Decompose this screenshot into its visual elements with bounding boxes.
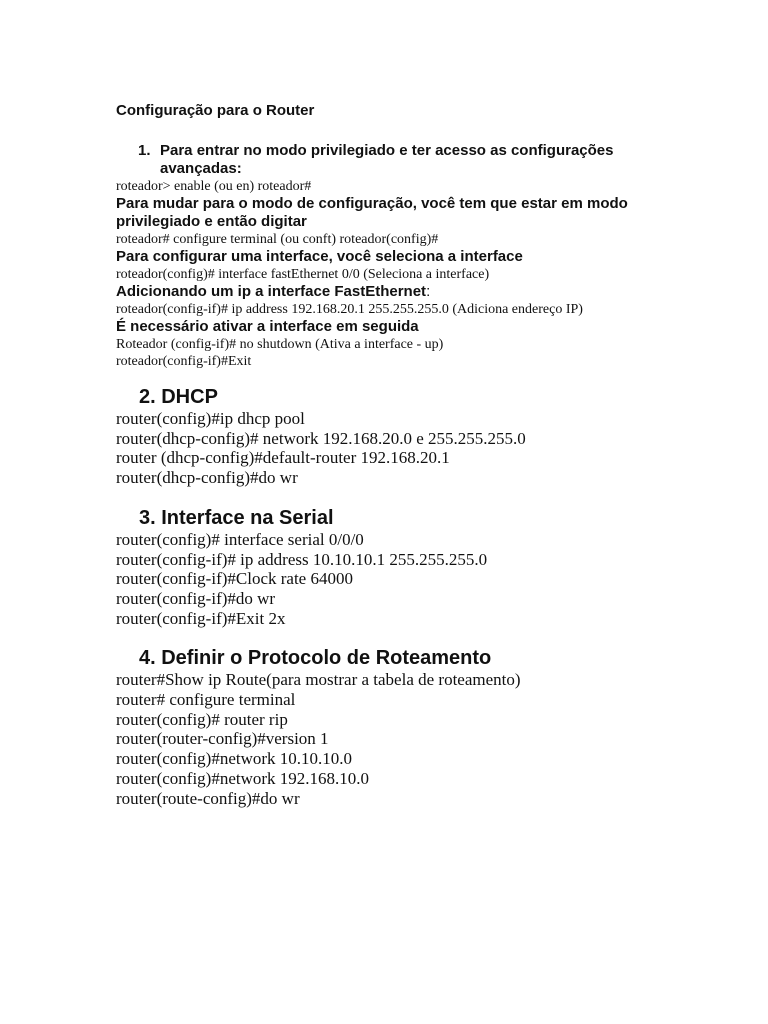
section-serial-interface (116, 506, 716, 629)
command-line: roteador> enable (ou en) roteador# (116, 179, 312, 194)
command-line: router(router-config)#version 1 (116, 729, 329, 749)
command-line: router(config-if)# ip address 10.10.10.1 255.255.255.0 (116, 549, 488, 569)
command-line: router(dhcp-config)# network 192.168.20.0 e 255.255.255.0 (116, 428, 526, 448)
section-dhcp (116, 385, 716, 488)
instruction-text (116, 283, 716, 301)
command-line: router(config-if)#do wr (116, 588, 276, 608)
instruction-text: Para configurar uma interface, você seleciona a interface (116, 248, 523, 265)
command-line: router(config)# router rip (116, 709, 288, 729)
section-routing-protocol (116, 646, 716, 808)
instruction-colon: : (426, 283, 431, 300)
intro-block (116, 178, 716, 370)
section-title: 4. Definir o Protocolo de Roteamento (139, 647, 492, 670)
command-line: router(route-config)#do wr (116, 788, 300, 808)
command-line: router(config-if)#Exit 2x (116, 608, 286, 628)
command-line: router(config)#network 192.168.10.0 (116, 768, 370, 788)
step-1-number: 1. (138, 142, 151, 159)
command-line: router(config-if)#Clock rate 64000 (116, 569, 353, 589)
command-line: router# configure terminal (116, 690, 296, 710)
section-title: 2. DHCP (139, 386, 218, 408)
command-line: router(config)# interface serial 0/0/0 (116, 529, 364, 549)
document-page (116, 96, 716, 808)
command-line: router#Show ip Route(para mostrar a tabela de roteamento) (116, 670, 521, 690)
step-1-text: Para entrar no modo privilegiado e ter acesso as configurações avançadas: (160, 142, 614, 177)
document-title: Configuração para o Router (116, 102, 315, 119)
command-line: roteador(config-if)# ip address 192.168.20.1 255.255.255.0 (Adiciona endereço IP) (116, 302, 583, 317)
command-line: roteador(config-if)#Exit (116, 354, 252, 369)
command-line: router (dhcp-config)#default-router 192.168.20.1 (116, 448, 450, 468)
instruction-text: Para mudar para o modo de configuração, você tem que estar em modo privilegiado e então digitar (116, 195, 628, 230)
command-line: router(dhcp-config)#do wr (116, 468, 298, 488)
command-line: router(config)#ip dhcp pool (116, 409, 305, 428)
command-line: Roteador (config-if)# no shutdown (Ativa a interface - up) (116, 337, 444, 352)
command-line: router(config)#network 10.10.10.0 (116, 749, 353, 769)
instruction-text: É necessário ativar a interface em seguida (116, 318, 419, 335)
command-line: roteador# configure terminal (ou conft) roteador(config)# (116, 232, 439, 247)
instruction-text-main: Adicionando um ip a interface FastEthernet (116, 283, 427, 300)
command-line: roteador(config)# interface fastEthernet 0/0 (Seleciona a interface) (116, 267, 490, 282)
step-1 (116, 142, 716, 178)
section-title: 3. Interface na Serial (139, 506, 334, 529)
